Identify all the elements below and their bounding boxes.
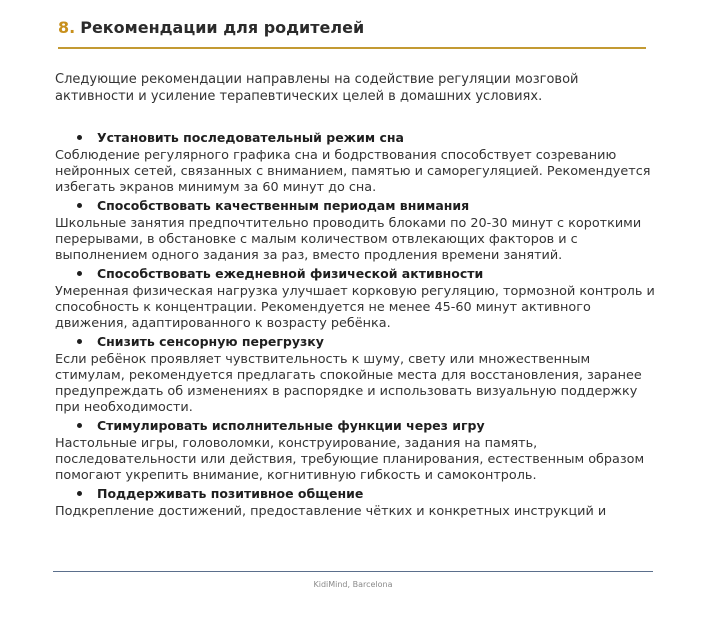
recommendations-list <box>55 130 655 522</box>
recommendation-item <box>55 418 655 484</box>
recommendation-heading-text: Способствовать качественным периодам внимания <box>97 198 470 213</box>
recommendation-text: Школьные занятия предпочтительно проводить блоками по 20-30 минут с короткими перерывами, в обстановке с малым количеством отвлекающих факторов и с выполнением одного задания за раз, вместо продления времени занятий. <box>55 216 642 263</box>
recommendation-heading-text: Стимулировать исполнительные функции через игру <box>97 418 485 433</box>
recommendation-heading <box>55 418 655 436</box>
recommendation-item <box>55 486 655 520</box>
bullet-icon <box>77 271 82 276</box>
section-title-text: Рекомендации для родителей <box>80 18 365 37</box>
recommendation-heading-text: Способствовать ежедневной физической активности <box>97 266 484 281</box>
bullet-icon <box>77 491 82 496</box>
recommendation-heading <box>55 486 655 504</box>
footer-text: KidiMind, Barcelona <box>313 580 393 589</box>
section-header <box>58 17 646 49</box>
recommendation-item <box>55 198 655 264</box>
section-number: 8. <box>58 18 76 37</box>
recommendation-text: Если ребёнок проявляет чувствительность к шуму, свету или множественным стимулам, рекомендуется предлагать спокойные места для восстановления, заранее предупреждать об изменениях в распорядке и использовать визуальную поддержку при необходимости. <box>55 352 642 415</box>
bullet-icon <box>77 423 82 428</box>
recommendation-heading <box>55 130 655 148</box>
recommendation-heading-text: Снизить сенсорную перегрузку <box>97 334 324 349</box>
recommendation-text: Подкрепление достижений, предоставление чётких и конкретных инструкций и <box>55 504 607 519</box>
recommendation-heading <box>55 266 655 284</box>
recommendation-heading <box>55 334 655 352</box>
recommendation-item <box>55 334 655 416</box>
bullet-icon <box>77 135 82 140</box>
recommendation-heading-text: Поддерживать позитивное общение <box>97 486 364 501</box>
bullet-icon <box>77 339 82 344</box>
recommendation-text: Умеренная физическая нагрузка улучшает корковую регуляцию, тормозной контроль и способность к концентрации. Рекомендуется не менее 45-60 минут активного движения, адаптированного к возрасту ребёнка. <box>55 284 655 331</box>
recommendation-item <box>55 130 655 196</box>
recommendation-text: Настольные игры, головоломки, конструирование, задания на память, последовательности или действия, требующие планирования, естественным образом помогают укрепить внимание, когнитивную гибкость и самоконтроль. <box>55 436 645 483</box>
page-footer <box>53 571 653 591</box>
recommendation-text: Соблюдение регулярного графика сна и бодрствования способствует созреванию нейронных сетей, связанных с вниманием, памятью и саморегуляцией. Рекомендуется избегать экранов минимум за 60 минут до сна. <box>55 148 651 195</box>
section-title <box>58 17 646 39</box>
recommendation-item <box>55 266 655 332</box>
recommendation-heading-text: Установить последовательный режим сна <box>97 130 404 145</box>
bullet-icon <box>77 203 82 208</box>
intro-paragraph: Следующие рекомендации направлены на содействие регуляции мозговой активности и усиление терапевтических целей в домашних условиях. <box>55 72 579 104</box>
recommendation-heading <box>55 198 655 216</box>
